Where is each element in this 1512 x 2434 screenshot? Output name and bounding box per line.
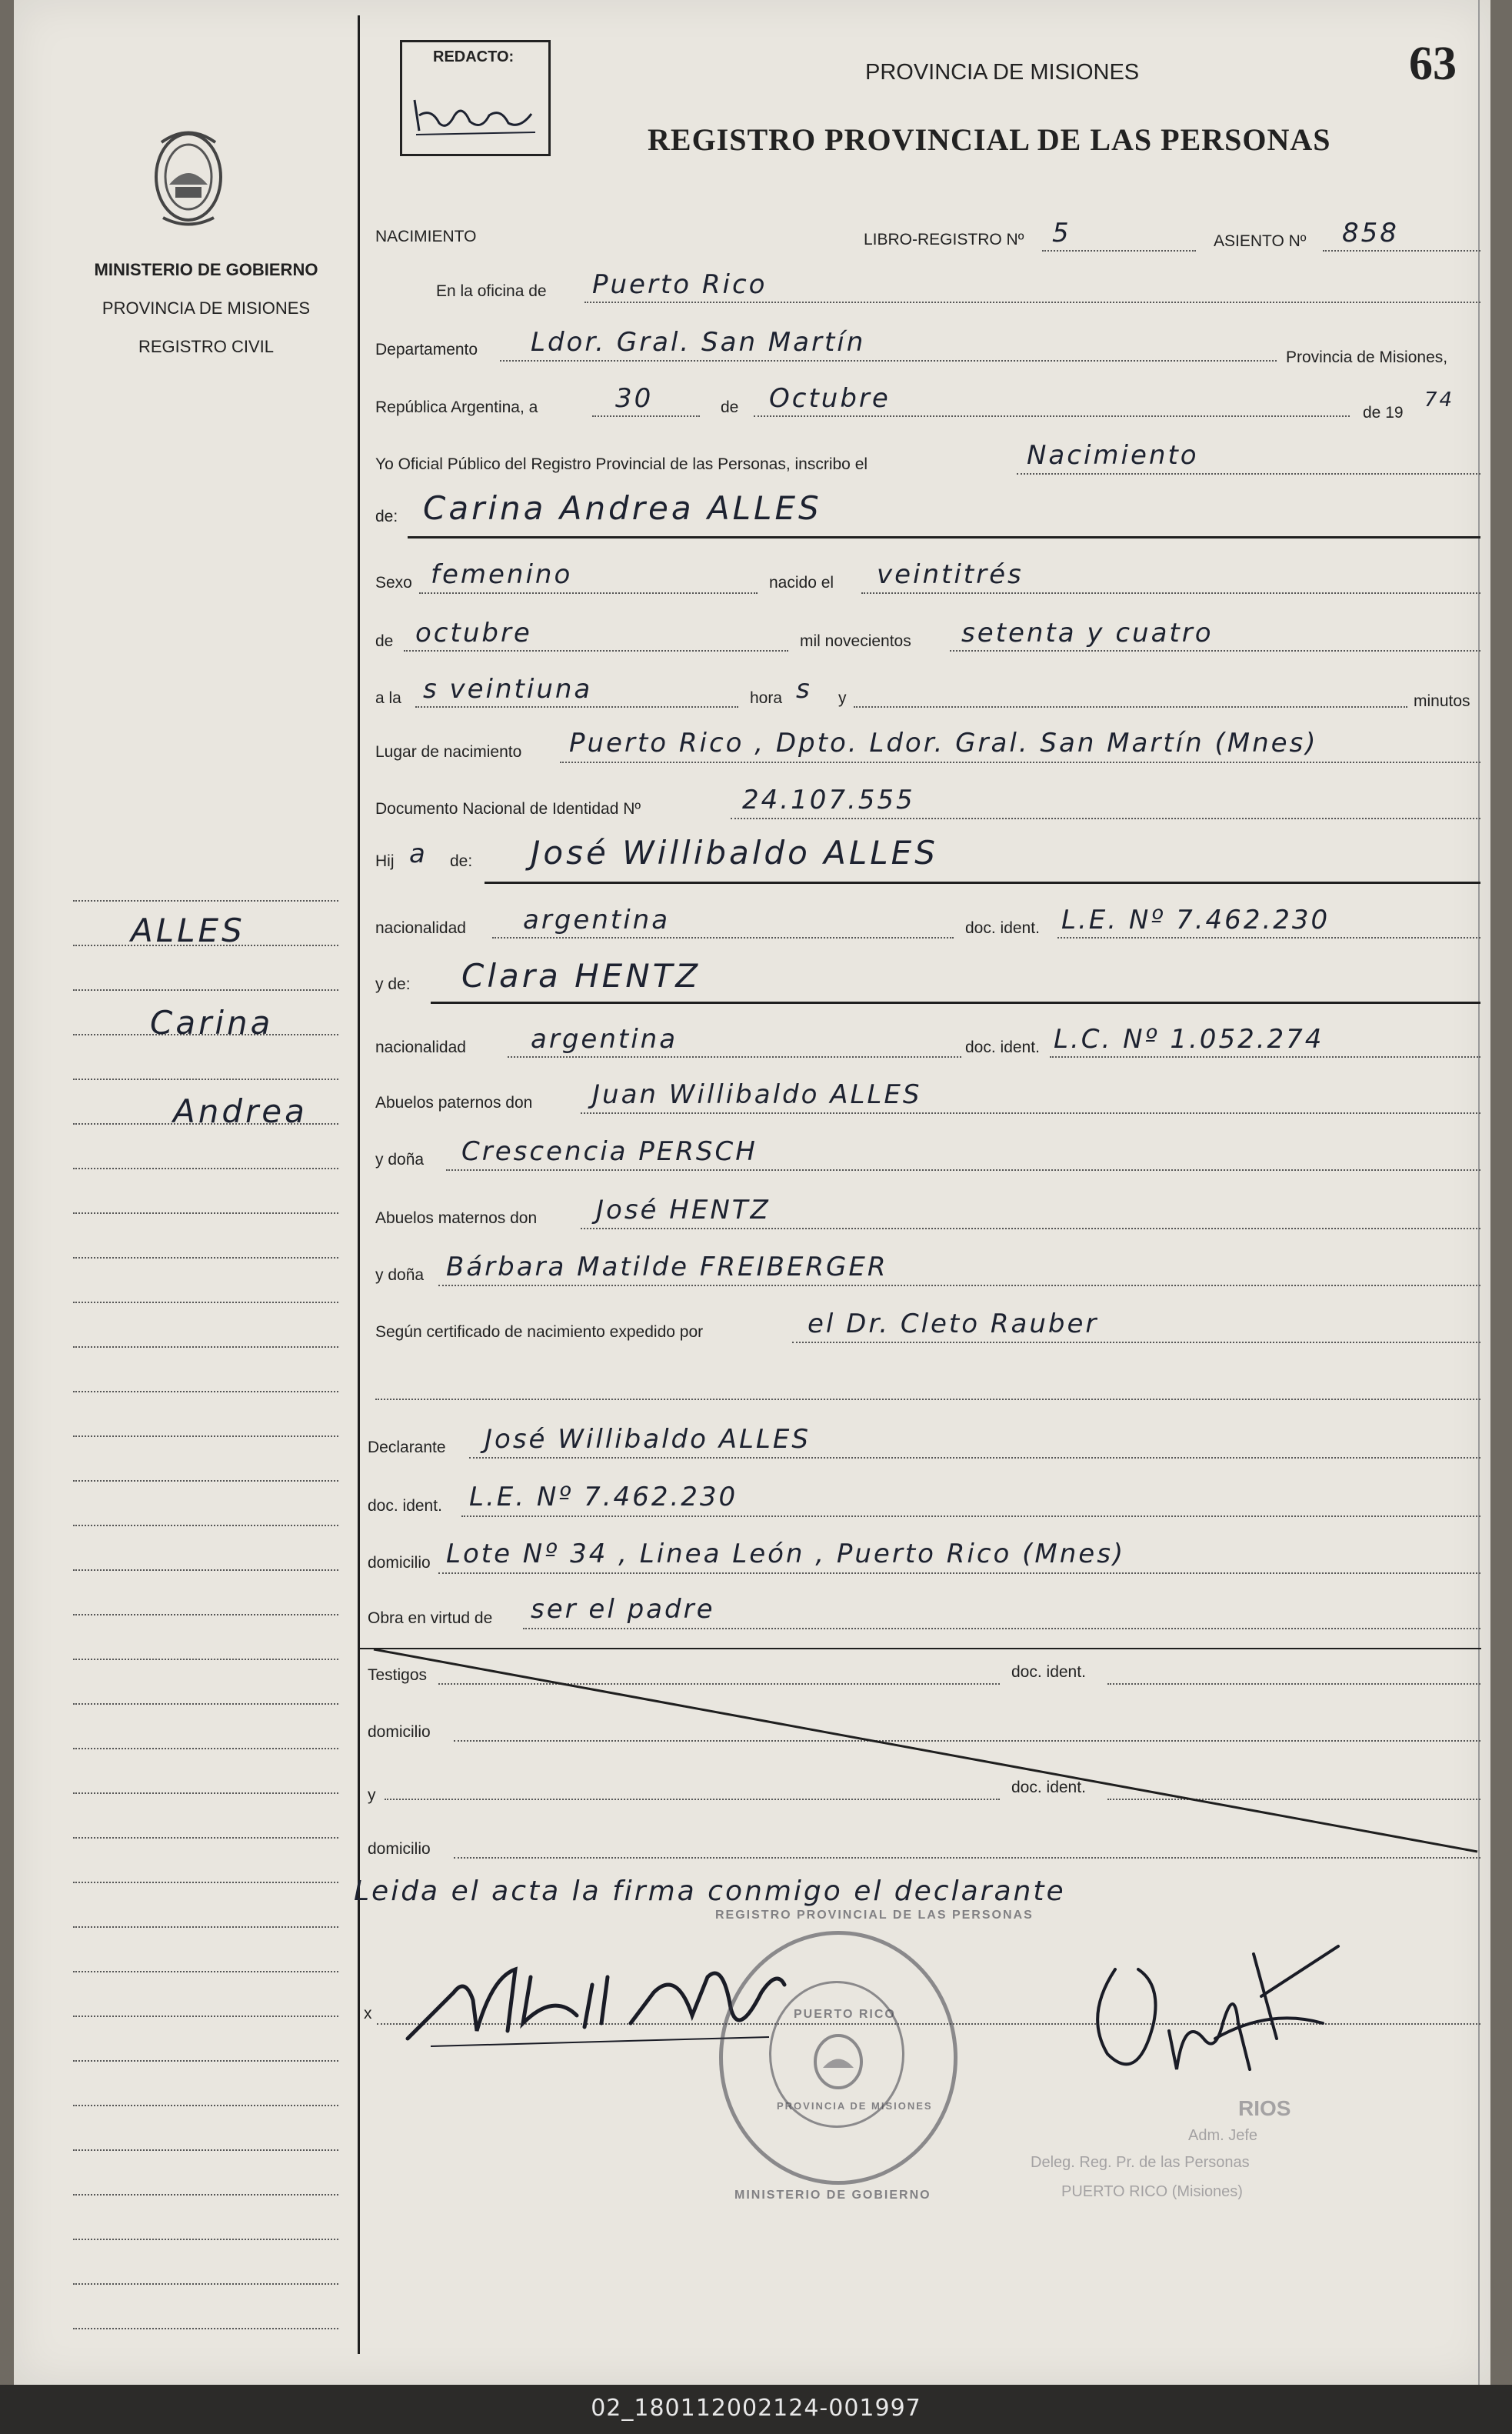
margin-ruled-line xyxy=(73,1614,338,1615)
margin-ruled-line xyxy=(73,1926,338,1928)
acto-value: Nacimiento xyxy=(1027,440,1199,471)
testigos-label: Testigos xyxy=(368,1666,428,1684)
margin-ruled-line xyxy=(73,1212,338,1214)
dni-label: Documento Nacional de Identidad Nº xyxy=(375,800,641,818)
padre-doc-label: doc. ident. xyxy=(965,919,1040,937)
abuela-pat-dots xyxy=(446,1169,1480,1171)
sexo-label: Sexo xyxy=(375,574,412,592)
margin-name-2: Andrea xyxy=(173,1092,308,1130)
sexo-dots xyxy=(419,592,758,594)
asiento-dots xyxy=(1323,250,1480,252)
province-title: PROVINCIA DE MISIONES xyxy=(102,298,311,318)
domicilio-dots xyxy=(438,1572,1480,1574)
hora-label: hora xyxy=(750,689,783,707)
officer-office: Deleg. Reg. Pr. de las Personas xyxy=(1031,2154,1250,2171)
oficial-label: Yo Oficial Público del Registro Provincial de las Personas, inscribo el xyxy=(375,455,868,473)
nacido-dots xyxy=(861,592,1480,594)
republica-label: República Argentina, a xyxy=(375,398,538,416)
mes-dots xyxy=(754,415,1350,417)
mes-nac-value: octubre xyxy=(415,618,532,649)
sexo-value: femenino xyxy=(431,559,573,590)
redacto-label: REDACTO: xyxy=(433,48,515,65)
libro-value: 5 xyxy=(1052,218,1071,248)
de-anio-label: de 19 xyxy=(1363,404,1404,422)
nacido-label: nacido el xyxy=(769,574,834,592)
margin-ruled-line xyxy=(73,1837,338,1839)
hora-dots xyxy=(415,706,738,708)
page-number: 63 xyxy=(1409,38,1457,90)
margin-ruled-line xyxy=(73,1257,338,1259)
segun-dots xyxy=(792,1342,1480,1343)
civil-registry-title: REGISTRO CIVIL xyxy=(138,337,275,356)
testigos-strike-line xyxy=(358,1648,1481,1856)
de-label-2: de: xyxy=(375,508,398,525)
margin-ruled-line xyxy=(73,2328,338,2329)
domicilio3-dots xyxy=(454,1857,1480,1859)
asiento-label: ASIENTO Nº xyxy=(1214,232,1307,250)
declarante-label: Declarante xyxy=(368,1439,446,1456)
nombre-value: Carina Andrea ALLES xyxy=(423,489,822,527)
margin-ruled-line xyxy=(73,1659,338,1660)
hij-label: Hij xyxy=(375,852,395,870)
abuelo-mat-value: José HENTZ xyxy=(596,1195,771,1225)
departamento-dots xyxy=(500,360,1277,362)
margin-ruled-line xyxy=(73,1079,338,1080)
seal-center-text: PUERTO RICO xyxy=(794,2008,896,2021)
padre-nac-dots xyxy=(492,937,954,939)
de-mes-label: de xyxy=(375,632,394,650)
oficina-dots xyxy=(584,302,1480,303)
margin-ruled-line xyxy=(73,900,338,902)
officer-title: Adm. Jefe xyxy=(1188,2127,1258,2144)
margin-ruled-line xyxy=(73,2283,338,2285)
declarante-value: José Willibaldo ALLES xyxy=(485,1424,811,1455)
officer-name: RIOS xyxy=(1238,2096,1291,2120)
abuelos-mat-label: Abuelos maternos don xyxy=(375,1209,538,1227)
libro-dots xyxy=(1042,250,1196,252)
redacto-signature xyxy=(408,85,543,146)
madre-rule xyxy=(431,1002,1480,1004)
segun-dots-2 xyxy=(375,1399,1480,1400)
margin-ruled-line xyxy=(73,1525,338,1526)
seal-emblem-icon xyxy=(804,2031,873,2092)
decl-doc-value: L.E. Nº 7.462.230 xyxy=(469,1482,738,1512)
margin-ruled-line xyxy=(73,1569,338,1571)
margin-ruled-line xyxy=(73,1302,338,1303)
margin-ruled-line xyxy=(73,1792,338,1794)
ministry-title: MINISTERIO DE GOBIERNO xyxy=(94,260,318,279)
margin-ruled-line xyxy=(73,1480,338,1482)
dia-value: 30 xyxy=(615,383,654,414)
margin-ruled-line xyxy=(73,1748,338,1749)
oficina-label: En la oficina de xyxy=(436,282,547,300)
margin-ruled-line xyxy=(73,2149,338,2151)
libro-label: LIBRO-REGISTRO Nº xyxy=(864,231,1024,248)
margin-ruled-line xyxy=(73,1882,338,1883)
abuela-pat-value: Crescencia PERSCH xyxy=(461,1136,758,1167)
header-registry: REGISTRO PROVINCIAL DE LAS PERSONAS xyxy=(648,122,1331,157)
obra-value: ser el padre xyxy=(531,1594,715,1625)
abuela-mat-value: Bárbara Matilde FREIBERGER xyxy=(446,1252,888,1282)
obra-dots xyxy=(523,1628,1480,1629)
margin-ruled-line xyxy=(73,2105,338,2106)
margin-ruled-line xyxy=(73,2239,338,2240)
padre-nac-value: argentina xyxy=(523,905,671,935)
domicilio3-label: domicilio xyxy=(368,1840,431,1858)
anio-nac-value: setenta y cuatro xyxy=(961,618,1214,649)
declarante-dots xyxy=(469,1457,1480,1459)
lugar-value: Puerto Rico , Dpto. Ldor. Gral. San Martín (Mnes) xyxy=(569,728,1318,759)
margin-ruled-line xyxy=(73,1391,338,1392)
madre-doc-dots xyxy=(1050,1056,1480,1058)
margin-ruled-line xyxy=(73,1971,338,1972)
ydona-pat-label: y doña xyxy=(375,1151,425,1169)
madre-doc-label: doc. ident. xyxy=(965,1039,1040,1056)
margin-ruled-line xyxy=(73,1703,338,1705)
segun-label: Según certificado de nacimiento expedido por xyxy=(375,1323,704,1341)
testigos-doc-label: doc. ident. xyxy=(1011,1663,1086,1681)
abuela-mat-dots xyxy=(438,1285,1480,1286)
madre-nac-label: nacionalidad xyxy=(375,1039,466,1056)
abuelo-mat-dots xyxy=(581,1228,1480,1229)
margin-ruled-line xyxy=(73,2060,338,2062)
madre-nac-value: argentina xyxy=(531,1024,678,1055)
right-page-edge xyxy=(1478,0,1480,2385)
minutos-label: minutos xyxy=(1414,692,1470,710)
alas-label: a la xyxy=(375,689,401,707)
anio-value: 74 xyxy=(1424,388,1455,412)
testigos-doc2-label: doc. ident. xyxy=(1011,1779,1086,1796)
domicilio-value: Lote Nº 34 , Linea León , Puerto Rico (Mnes) xyxy=(446,1539,1126,1569)
lugar-dots xyxy=(560,762,1480,763)
margin-ruled-line xyxy=(73,1435,338,1437)
provincia-label: Provincia de Misiones, xyxy=(1286,348,1448,366)
dni-value: 24.107.555 xyxy=(742,785,915,815)
margin-ruled-line xyxy=(73,2016,338,2017)
hora-value: s veintiuna xyxy=(423,674,593,705)
nombre-rule xyxy=(408,536,1480,538)
padre-doc-dots xyxy=(1057,937,1480,939)
officer-signature xyxy=(1069,1939,1346,2108)
padre-value: José Willibaldo ALLES xyxy=(531,834,938,872)
hij-suffix: a xyxy=(409,839,428,869)
margin-name-1: Carina xyxy=(150,1004,274,1042)
departamento-value: Ldor. Gral. San Martín xyxy=(531,327,866,358)
left-column-divider xyxy=(358,15,360,2354)
mil-label: mil novecientos xyxy=(800,632,911,650)
obra-label: Obra en virtud de xyxy=(368,1609,493,1627)
margin-ruled-line xyxy=(73,1168,338,1169)
y2-label: y xyxy=(368,1786,376,1804)
margin-surname: ALLES xyxy=(131,912,245,949)
mes-value: Octubre xyxy=(769,383,891,414)
domicilio2-label: domicilio xyxy=(368,1723,431,1741)
ydona-mat-label: y doña xyxy=(375,1266,425,1284)
abuelo-pat-value: Juan Willibaldo ALLES xyxy=(592,1079,922,1110)
decl-doc-label: doc. ident. xyxy=(368,1497,442,1515)
domicilio-label: domicilio xyxy=(368,1554,431,1572)
asiento-value: 858 xyxy=(1342,218,1399,248)
anio-nac-dots xyxy=(950,650,1480,652)
madre-doc-value: L.C. Nº 1.052.274 xyxy=(1054,1024,1324,1055)
seal-lower-text: MINISTERIO DE GOBIERNO xyxy=(734,2189,931,2202)
acto-dots xyxy=(1017,473,1480,475)
segun-value: el Dr. Cleto Rauber xyxy=(808,1309,1099,1339)
departamento-label: Departamento xyxy=(375,341,478,358)
abuelos-pat-label: Abuelos paternos don xyxy=(375,1094,533,1112)
abuelo-pat-dots xyxy=(581,1112,1480,1114)
hij-de-label: de: xyxy=(450,852,473,870)
mes-nac-dots xyxy=(404,650,788,652)
dia-dots xyxy=(592,415,700,417)
minutos-dots xyxy=(854,706,1407,708)
nacido-value: veintitrés xyxy=(877,559,1024,590)
padre-nac-label: nacionalidad xyxy=(375,919,466,937)
y-label: y xyxy=(838,689,847,707)
officer-location: PUERTO RICO (Misiones) xyxy=(1061,2183,1243,2200)
header-province: PROVINCIA DE MISIONES xyxy=(865,60,1140,85)
oficina-value: Puerto Rico xyxy=(592,269,768,300)
nacimiento-label: NACIMIENTO xyxy=(375,228,477,245)
registry-seal xyxy=(715,1909,1034,2202)
de-label: de xyxy=(721,398,739,416)
padre-rule xyxy=(485,882,1480,884)
margin-ruled-line xyxy=(73,2194,338,2196)
seal-side-text: PROVINCIA DE MISIONES xyxy=(777,2100,933,2112)
decl-doc-dots xyxy=(461,1515,1480,1517)
madre-nac-dots xyxy=(508,1056,961,1058)
margin-ruled-line xyxy=(73,1346,338,1348)
seal-ring-text: REGISTRO PROVINCIAL DE LAS PERSONAS xyxy=(715,1909,1034,1922)
leida-value: Leida el acta la firma conmigo el declarante xyxy=(354,1876,1066,1907)
yde-label: y de: xyxy=(375,975,411,993)
footer-label: 02_180112002124-001997 xyxy=(591,2395,921,2422)
x-label: x xyxy=(364,2005,372,2022)
padre-doc-value: L.E. Nº 7.462.230 xyxy=(1061,905,1330,935)
coat-of-arms-icon xyxy=(146,119,231,235)
madre-value: Clara HENTZ xyxy=(461,957,701,995)
dni-dots xyxy=(731,818,1480,819)
hora-s: s xyxy=(796,674,812,705)
margin-ruled-line xyxy=(73,989,338,991)
lugar-label: Lugar de nacimiento xyxy=(375,743,522,761)
redacto-box xyxy=(400,40,551,156)
